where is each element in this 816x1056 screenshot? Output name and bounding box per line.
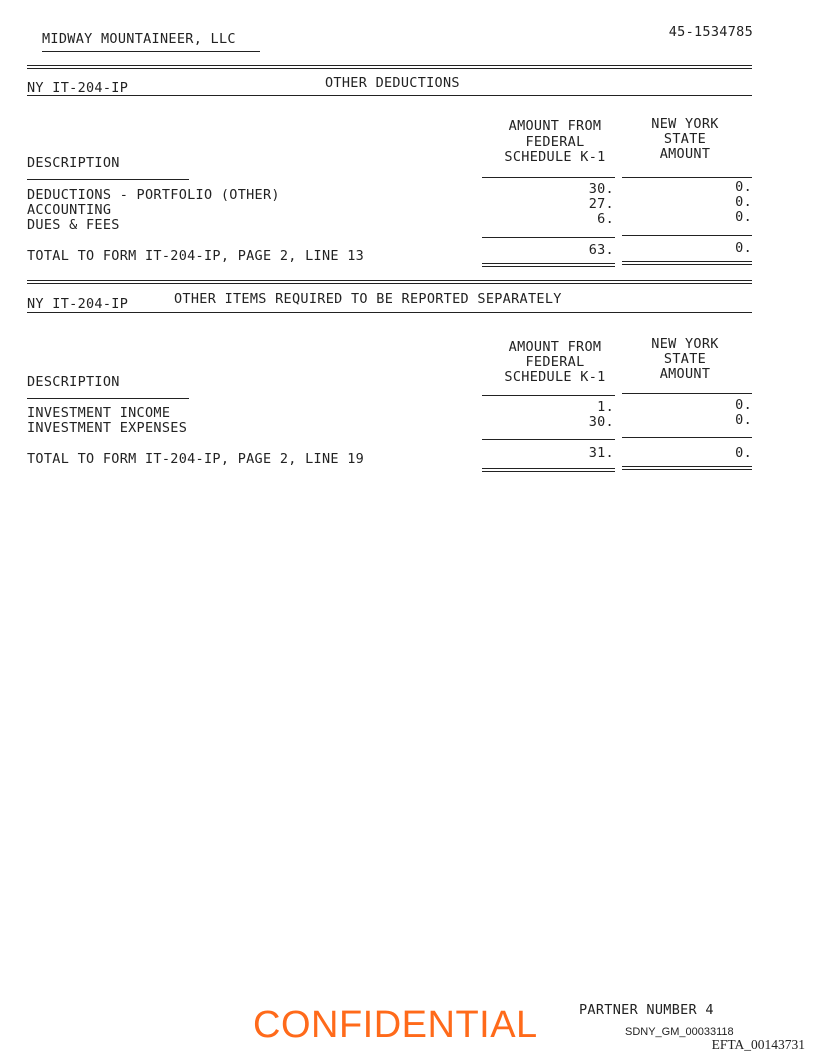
row-ny-amount: 0. — [735, 412, 752, 428]
section-2-form: NY IT-204-IP — [27, 296, 129, 312]
section-2-total-fed: 31. — [588, 445, 614, 461]
section-2-ny-header-3: AMOUNT — [659, 366, 711, 382]
section-1-subtotal-ny-rule — [622, 235, 752, 236]
section-2-total-ny: 0. — [735, 445, 752, 461]
company-name: MIDWAY MOUNTAINEER, LLC — [42, 31, 236, 47]
row-fed-amount: 6. — [597, 211, 614, 227]
section-2-subtotal-ny-rule — [622, 437, 752, 438]
bates-number: SDNY_GM_00033118 — [625, 1026, 734, 1038]
row-fed-amount: 30. — [588, 414, 614, 430]
section-1-total-label: TOTAL TO FORM IT-204-IP, PAGE 2, LINE 13 — [27, 248, 365, 264]
section-1-ny-rule — [622, 177, 752, 178]
section-2-subtotal-fed-rule — [482, 439, 615, 440]
section-2-title-rule — [27, 312, 752, 313]
section-1-title-rule — [27, 95, 752, 96]
row-fed-amount: 27. — [588, 196, 614, 212]
ein: 45-1534785 — [668, 24, 753, 40]
section-2-desc-header: DESCRIPTION — [27, 374, 120, 390]
table-row: DUES & FEES — [27, 217, 120, 233]
section-2-ny-header-2: STATE — [663, 351, 707, 367]
section-2-total-fed-double-rule — [482, 468, 615, 472]
section-2-fed-rule — [482, 395, 615, 396]
row-ny-amount: 0. — [735, 179, 752, 195]
section-1-total-ny: 0. — [735, 240, 752, 256]
section-1-ny-header-3: AMOUNT — [659, 146, 711, 162]
row-fed-amount: 1. — [597, 399, 614, 415]
partner-number: PARTNER NUMBER 4 — [579, 1002, 714, 1018]
section-1-fed-rule — [482, 177, 615, 178]
row-ny-amount: 0. — [735, 209, 752, 225]
section-1-desc-rule — [27, 179, 189, 180]
section-1-total-fed: 63. — [588, 242, 614, 258]
section-1-title: OTHER DEDUCTIONS — [325, 75, 460, 91]
row-ny-amount: 0. — [735, 397, 752, 413]
row-ny-amount: 0. — [735, 194, 752, 210]
section-2-total-label: TOTAL TO FORM IT-204-IP, PAGE 2, LINE 19 — [27, 451, 365, 467]
section-1-top-rule — [27, 65, 752, 69]
section-1-subtotal-fed-rule — [482, 237, 615, 238]
section-2-ny-header-1: NEW YORK — [651, 336, 719, 352]
section-2-top-rule — [27, 280, 752, 284]
section-1-total-ny-double-rule — [622, 261, 752, 265]
section-1-fed-header-3: SCHEDULE K-1 — [504, 149, 606, 165]
section-2-title: OTHER ITEMS REQUIRED TO BE REPORTED SEPARATELY — [174, 291, 562, 307]
section-2-fed-header-1: AMOUNT FROM — [508, 339, 602, 355]
section-2-ny-rule — [622, 393, 752, 394]
section-2-fed-header-2: FEDERAL — [525, 354, 585, 370]
section-1-form: NY IT-204-IP — [27, 80, 129, 96]
table-row: INVESTMENT INCOME — [27, 405, 171, 421]
section-1-fed-header-1: AMOUNT FROM — [508, 118, 602, 134]
section-1-fed-header-2: FEDERAL — [525, 134, 585, 150]
table-row: ACCOUNTING — [27, 202, 112, 218]
company-underline — [42, 51, 260, 52]
row-fed-amount: 30. — [588, 181, 614, 197]
table-row: DEDUCTIONS - PORTFOLIO (OTHER) — [27, 187, 280, 203]
section-1-desc-header: DESCRIPTION — [27, 155, 120, 171]
table-row: INVESTMENT EXPENSES — [27, 420, 188, 436]
section-1-total-fed-double-rule — [482, 263, 615, 267]
efta-number: EFTA_00143731 — [711, 1037, 805, 1052]
confidential-stamp: CONFIDENTIAL — [253, 1004, 538, 1046]
section-2-fed-header-3: SCHEDULE K-1 — [504, 369, 606, 385]
section-2-total-ny-double-rule — [622, 466, 752, 470]
section-1-ny-header-1: NEW YORK — [651, 116, 719, 132]
section-1-ny-header-2: STATE — [663, 131, 707, 147]
section-2-desc-rule — [27, 398, 189, 399]
